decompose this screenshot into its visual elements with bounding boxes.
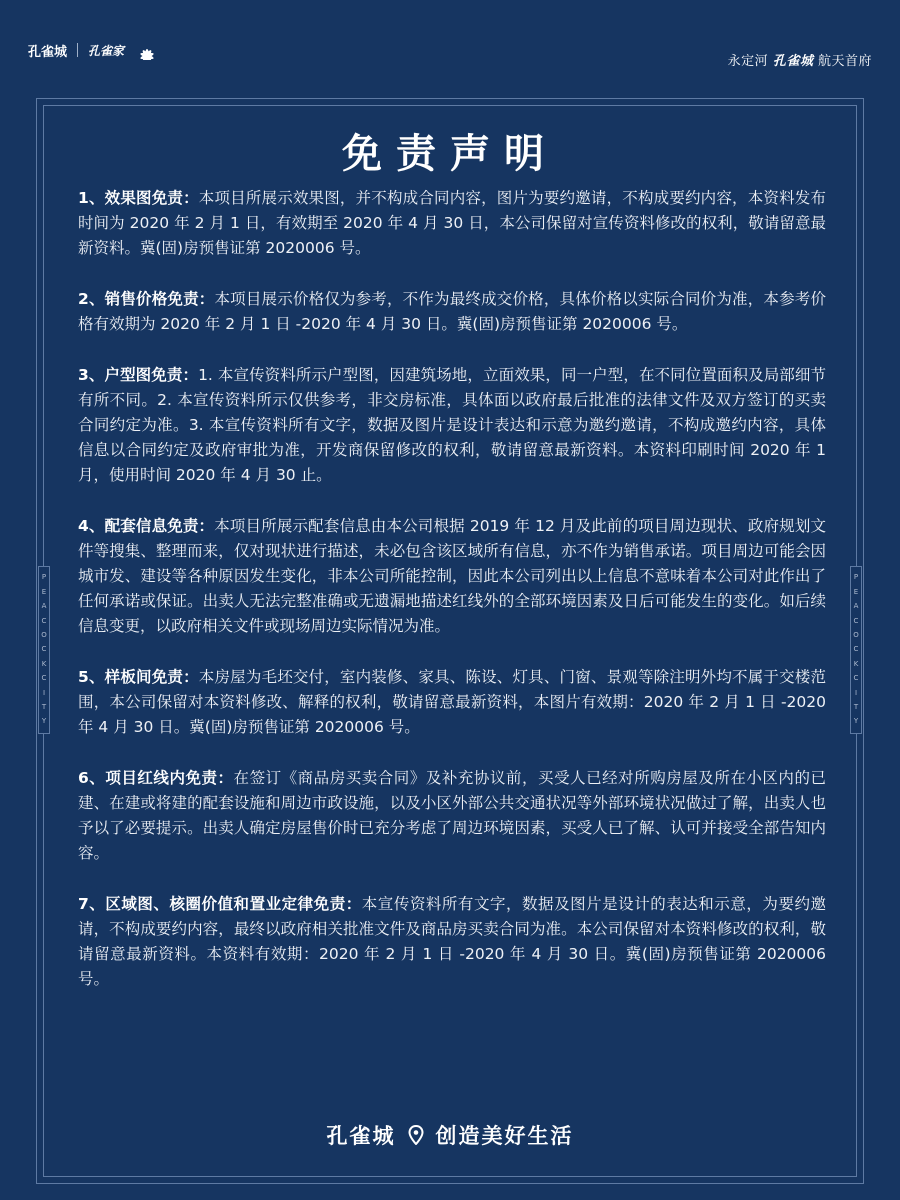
disclaimer-item xyxy=(78,514,826,639)
disclaimer-item xyxy=(78,892,826,992)
side-letter: C xyxy=(41,645,47,654)
header xyxy=(0,0,900,100)
disclaimer-heading: 4、配套信息免责： xyxy=(78,517,215,535)
disclaimer-text: 本项目展示价格仅为参考，不作为最终成交价格，具体价格以实际合同价为准，本参考价格有效期为 2020 年 2 月 1 日 -2020 年 4 月 30 日。冀(固)房预售证第 2020006 号。 xyxy=(78,290,826,333)
side-letter: C xyxy=(853,674,859,683)
footer-slogan xyxy=(0,1120,900,1150)
disclaimer-text: 在签订《商品房买卖合同》及补充协议前，买受人已经对所购房屋及所在小区内的已建、在建或将建的配套设施和周边市政设施，以及小区外部公共交通状况等外部环境状况做过了解，出卖人也予以了必要提示。出卖人确定房屋售价时已充分考虑了周边环境因素，买受人已了解、认可并接受全部告知内容。 xyxy=(78,769,826,862)
page-title: 免责声明 xyxy=(342,131,558,177)
disclaimer-heading: 3、户型图免责： xyxy=(78,366,199,384)
logo-right-brand: 孔雀城 xyxy=(772,54,814,69)
disclaimer-item xyxy=(78,665,826,740)
side-letter: C xyxy=(853,616,859,625)
disclaimer-body xyxy=(78,186,826,1018)
location-pin-icon xyxy=(408,1125,424,1145)
disclaimer-heading: 7、区域图、核圈价值和置业定律免责： xyxy=(78,895,362,913)
side-letter: K xyxy=(41,659,47,668)
side-letter: Y xyxy=(41,717,47,726)
side-letter: O xyxy=(41,631,47,640)
disclaimer-item xyxy=(78,363,826,488)
side-letter: E xyxy=(853,587,859,596)
side-letter: C xyxy=(853,645,859,654)
side-letter: C xyxy=(41,674,47,683)
side-letter: P xyxy=(853,573,859,582)
side-letter: I xyxy=(42,688,46,697)
footer-brand: 孔雀城 xyxy=(326,1124,396,1148)
side-letter: I xyxy=(854,688,858,697)
side-letter: A xyxy=(853,602,859,611)
side-label-left xyxy=(38,566,50,734)
side-letter: A xyxy=(41,602,47,611)
side-letter: P xyxy=(41,573,47,582)
logo-left xyxy=(28,40,164,60)
side-letter: O xyxy=(853,631,859,640)
side-letter: Y xyxy=(853,717,859,726)
disclaimer-heading: 6、项目红线内免责： xyxy=(78,769,234,787)
logo-right-suffix: 航天首府 xyxy=(817,54,872,69)
disclaimer-text: 本项目所展示配套信息由本公司根据 2019 年 12 月及此前的项目周边现状、政府规划文件等搜集、整理而来，仅对现状进行描述，未必包含该区域所有信息，亦不作为销售承诺。项目周边可能会因城市发、建设等各种原因发生变化，非本公司所能控制，因此本公司列出以上信息不意味着本公司对此作出了任何承诺或保证。出卖人无法完整准确或无遗漏地描述红线外的全部环境因素及日后可能发生的变化。如后续信息变更，以政府相关文件或现场周边实际情况为准。 xyxy=(78,517,826,635)
disclaimer-item xyxy=(78,287,826,337)
logo-right xyxy=(728,50,872,69)
disclaimer-heading: 2、销售价格免责： xyxy=(78,290,215,308)
side-letter: K xyxy=(853,659,859,668)
side-letter: E xyxy=(41,587,47,596)
logo-divider xyxy=(77,43,78,57)
disclaimer-text: 1. 本宣传资料所示户型图，因建筑场地，立面效果，同一户型，在不同位置面积及局部细节有所不同。2. 本宣传资料所示仅供参考，非交房标准，具体面以政府最后批准的法律文件及双方签订的买卖合同约定为准。3. 本宣传资料所有文字，数据及图片是设计表达和示意为邀约邀请，不构成邀约内容，具体信息以合同约定及政府审批为准，开发商保留修改的权利，敬请留意最新资料。本资料印刷时间 2020 年 1 月，使用时间 2020 年 4 月 30 止。 xyxy=(78,366,827,484)
footer-text: 创造美好生活 xyxy=(435,1124,574,1148)
peacock-flower-icon xyxy=(130,40,164,60)
logo-right-prefix: 永定河 xyxy=(727,54,769,69)
disclaimer-text: 本宣传资料所有文字，数据及图片是设计的表达和示意，为要约邀请，不构成要约内容，最终以政府相关批准文件及商品房买卖合同为准。本公司保留对本资料修改的权利，敬请留意最新资料。本资料有效期：2020 年 2 月 1 日 -2020 年 4 月 30 日。冀(固)房预售证第 2020006 号。 xyxy=(78,895,826,988)
logo-left-sub: 孔雀家 xyxy=(88,43,125,58)
side-letter: T xyxy=(41,703,47,712)
disclaimer-text: 本房屋为毛坯交付，室内装修、家具、陈设、灯具、门窗、景观等除注明外均不属于交楼范围，本公司保留对本资料修改、解释的权利，敬请留意最新资料，本图片有效期：2020 年 2 月 1 日 -2020 年 4 月 30 日。冀(固)房预售证第 2020006 号。 xyxy=(78,668,826,736)
side-letter: T xyxy=(853,703,859,712)
disclaimer-text: 本项目所展示效果图，并不构成合同内容，图片为要约邀请，不构成要约内容，本资料发布时间为 2020 年 2 月 1 日，有效期至 2020 年 4 月 30 日，本公司保留对宣传资料修改的权利，敬请留意最新资料。冀(固)房预售证第 2020006 号。 xyxy=(78,189,826,257)
disclaimer-item xyxy=(78,766,826,866)
disclaimer-heading: 1、效果图免责： xyxy=(78,189,199,207)
disclaimer-item xyxy=(78,186,826,261)
disclaimer-heading: 5、样板间免责： xyxy=(78,668,199,686)
logo-left-text: 孔雀城 xyxy=(28,44,68,60)
side-letter: C xyxy=(41,616,47,625)
side-label-right xyxy=(850,566,862,734)
